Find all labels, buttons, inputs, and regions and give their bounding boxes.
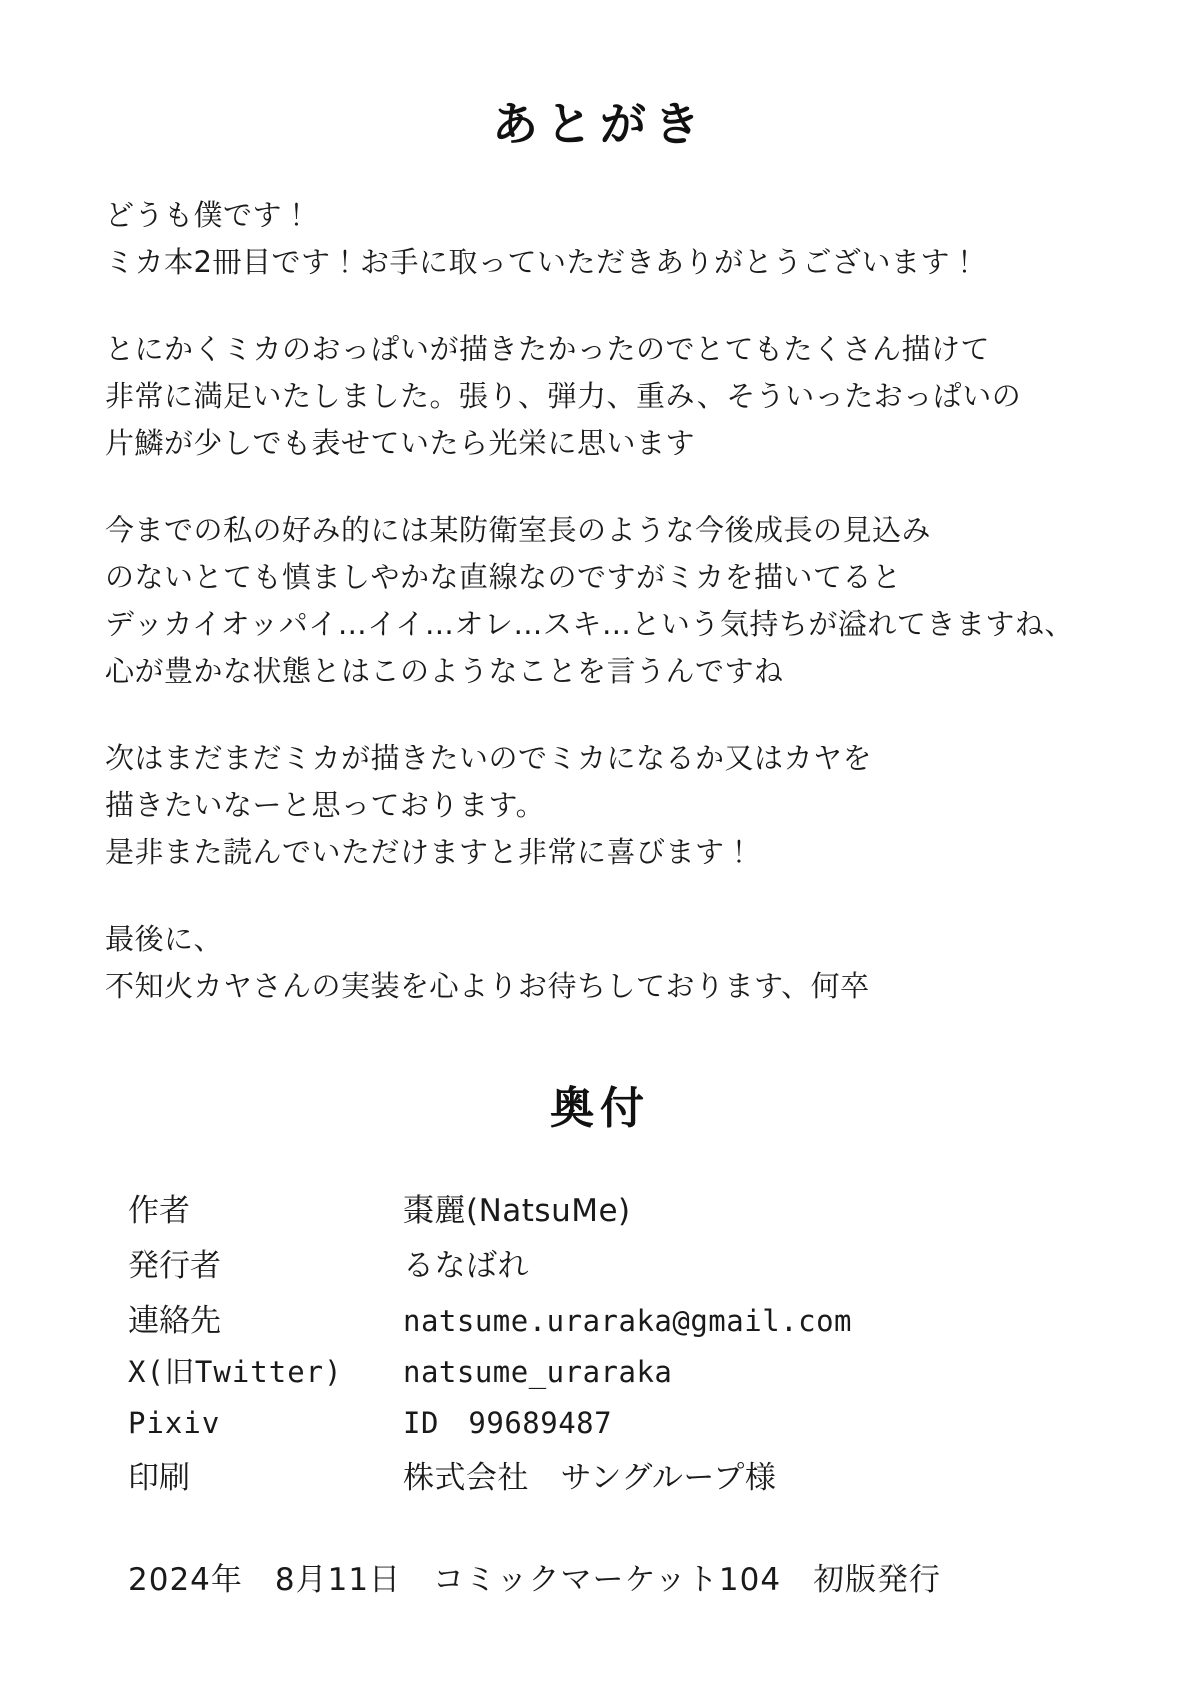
afterword-line: のないとても慎ましやかな直線なのですがミカを描いてると [105,559,902,594]
colophon-heading: 奥付 [550,1082,650,1134]
colophon-label-printing: 印刷 [128,1459,190,1496]
afterword-line: 片鱗が少しでも表せていたら光栄に思います [105,425,696,460]
publication-info: 2024年 8月11日 コミックマーケット104 初版発行 [128,1561,942,1598]
afterword-line: 非常に満足いたしました。張り、弾力、重み、そういったおっぱいの [105,378,1022,413]
afterword-line: 心が豊かな状態とはこのようなことを言うんですね [105,653,784,688]
afterword-line: 描きたいなーと思っております。 [105,787,546,822]
table-row [128,1290,852,1345]
colophon-label-author: 作者 [128,1192,190,1229]
colophon-label-publisher: 発行者 [128,1247,221,1284]
colophon-value-pixiv-id: ID 99689487 [403,1405,613,1440]
colophon-value-author: 棗麗(NatsuMe) [403,1192,631,1229]
colophon-label-twitter: X(旧Twitter) [128,1354,343,1389]
table-row [128,1235,852,1290]
colophon-value-twitter-handle: natsume_uraraka [403,1354,673,1389]
colophon-label-contact: 連絡先 [128,1302,221,1339]
colophon-label-pixiv: Pixiv [128,1405,221,1440]
colophon-value-contact-email: natsume.uraraka@gmail.com [403,1303,852,1338]
afterword-line: ミカ本2冊目です！お手に取っていただきありがとうございます！ [105,244,980,279]
afterword-line: 今までの私の好み的には某防衛室長のような今後成長の見込み [105,512,932,547]
afterword-line: 是非また読んでいただけますと非常に喜びます！ [105,834,755,869]
table-row [128,1396,852,1447]
afterword-paragraph [105,507,1200,695]
afterword-line: 次はまだまだミカが描きたいのでミカになるか又はカヤを [105,740,873,775]
table-row [128,1345,852,1396]
afterword-line: とにかくミカのおっぱいが描きたかったのでとてもたくさん描けて [105,331,991,366]
afterword-paragraph [105,326,1200,467]
table-row [128,1180,852,1235]
colophon-value-publisher: るなばれ [403,1247,529,1284]
afterword-line: デッカイオッパイ…イイ…オレ…スキ…という気持ちが溢れてきますね、 [105,606,1074,641]
table-row [128,1447,852,1502]
afterword-line: どうも僕です！ [105,198,312,232]
colophon-table [128,1180,852,1502]
afterword-line: 最後に、 [105,921,224,956]
afterword-line: 不知火カヤさんの実装を心よりお待ちしております、何卒 [105,968,870,1003]
colophon-value-printing: 株式会社 サングループ様 [403,1459,777,1496]
afterword-paragraph [105,735,1200,876]
afterword-heading: あとがき [492,97,708,151]
afterword-paragraph [105,916,1200,1010]
afterword-paragraph [105,192,1200,286]
afterword-body [0,154,1200,1010]
